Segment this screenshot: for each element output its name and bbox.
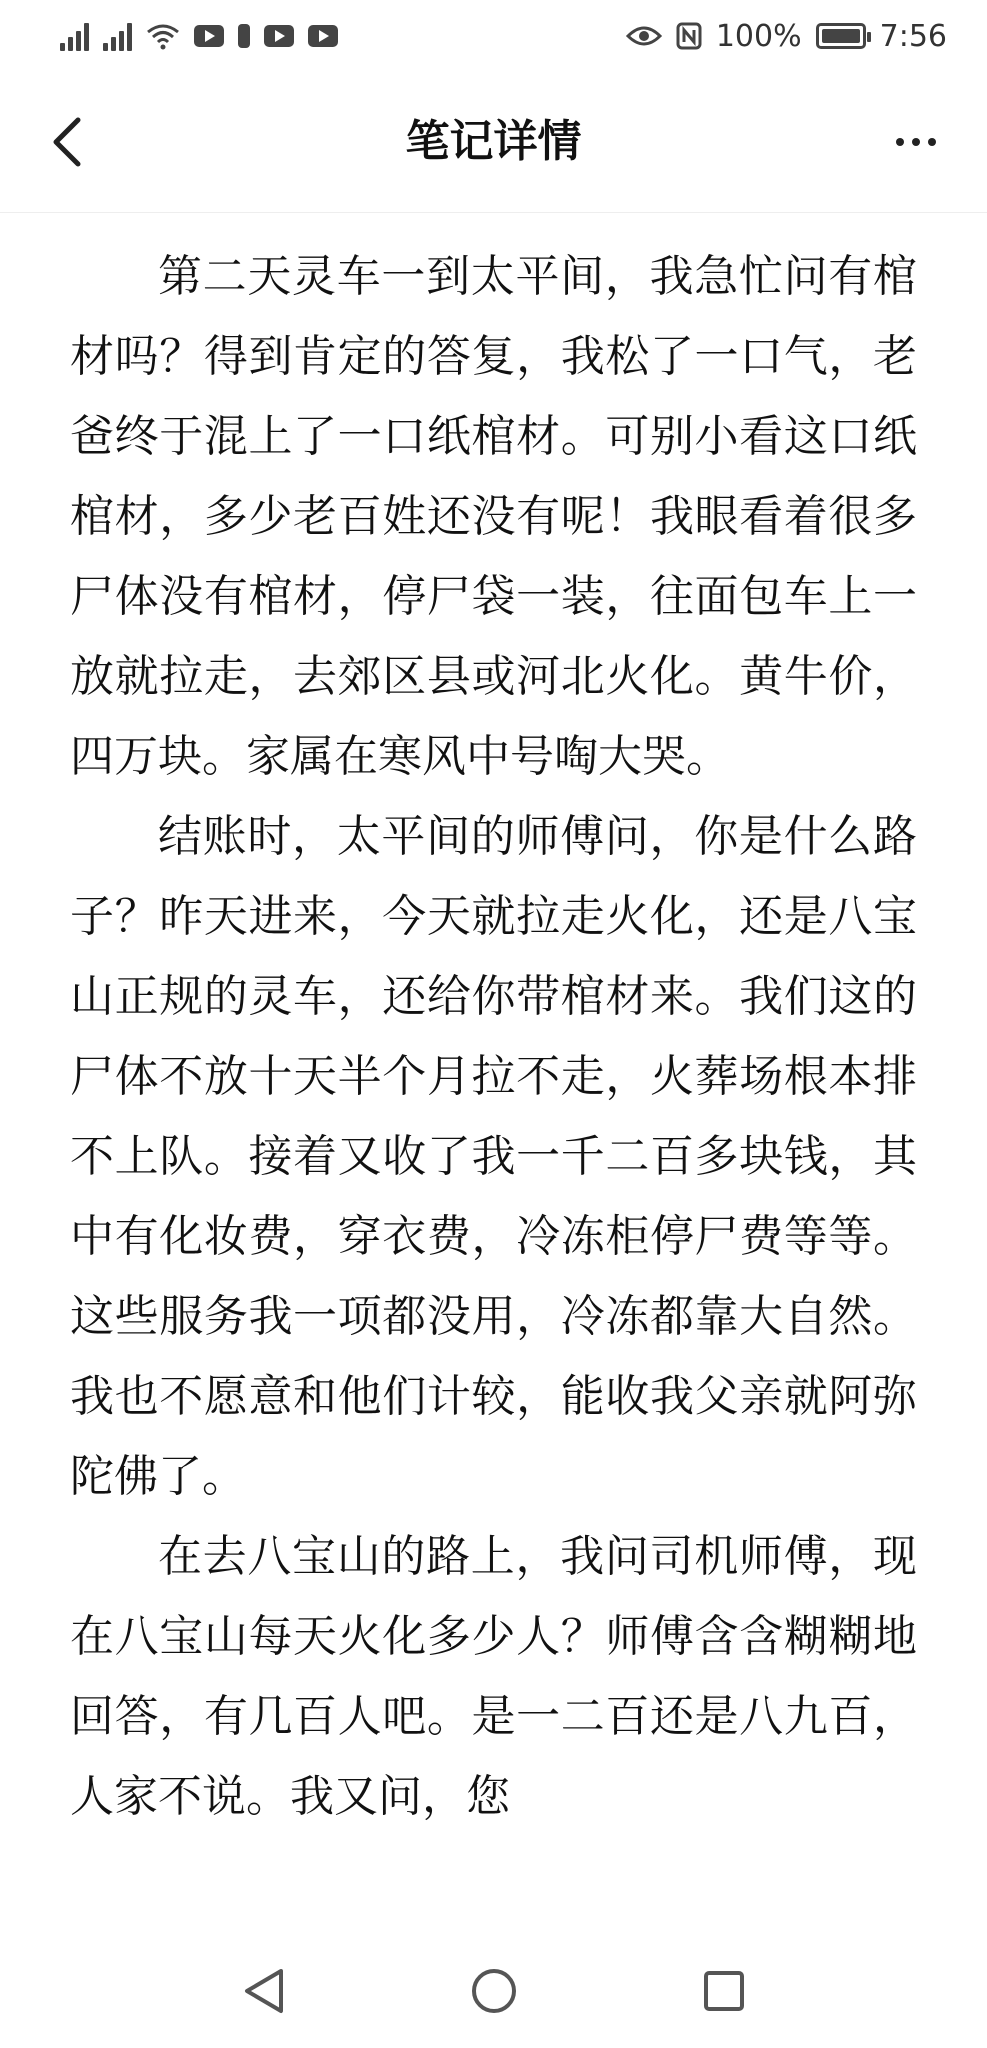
- back-triangle-icon: [241, 1966, 287, 2016]
- nfc-icon: [676, 22, 702, 50]
- nav-home-button[interactable]: [459, 1956, 529, 2026]
- nav-back-button[interactable]: [229, 1956, 299, 2026]
- pill-icon: [238, 24, 250, 48]
- video-app-icon: [194, 25, 224, 47]
- video-app-icon: [308, 25, 338, 47]
- nav-recents-button[interactable]: [689, 1956, 759, 2026]
- paragraph: 结账时，太平间的师傅问，你是什么路子？昨天进来，今天就拉走火化，还是八宝山正规的灵车，还给你带棺材来。我们这的尸体不放十天半个月拉不走，火葬场根本排不上队。接着又收了我一千二百多块钱，其中有化妆费，穿衣费，冷冻柜停尸费等等。这些服务我一项都没用，冷冻都靠大自然。我也不愿意和他们计较，能收我父亲就阿弥陀佛了。: [70, 811, 917, 1502]
- status-right: [626, 19, 947, 54]
- signal-icon: [103, 21, 132, 51]
- battery-percent: 100%: [715, 18, 802, 54]
- status-bar: [0, 0, 987, 72]
- more-dots-icon: [896, 138, 904, 146]
- video-app-icon: [264, 25, 294, 47]
- article-body: [0, 213, 987, 1837]
- paragraph: 在去八宝山的路上，我问司机师傅，现在八宝山每天火化多少人？师傅含含糊糊地回答，有几百人吧。是一二百还是八九百，人家不说。我又问，您: [70, 1531, 917, 1822]
- page-title: 笔记详情: [405, 116, 582, 167]
- more-options-button[interactable]: [881, 112, 951, 172]
- status-left: [60, 21, 338, 51]
- signal-icon: [60, 21, 89, 51]
- app-header: [0, 72, 987, 213]
- home-circle-icon: [469, 1966, 519, 2016]
- clock-time: 7:56: [879, 18, 947, 54]
- recents-square-icon: [701, 1968, 747, 2014]
- system-navigation-bar: [0, 1933, 987, 2048]
- eye-icon: [626, 24, 662, 48]
- battery-icon: [816, 23, 866, 49]
- wifi-icon: [146, 22, 180, 50]
- paragraph: 第二天灵车一到太平间，我急忙问有棺材吗？得到肯定的答复，我松了一口气，老爸终于混上了一口纸棺材。可别小看这口纸棺材，多少老百姓还没有呢！我眼看着很多尸体没有棺材，停尸袋一装，往面包车上一放就拉走，去郊区县或河北火化。黄牛价，四万块。家属在寒风中号啕大哭。: [70, 251, 917, 782]
- note-content[interactable]: [0, 213, 987, 1933]
